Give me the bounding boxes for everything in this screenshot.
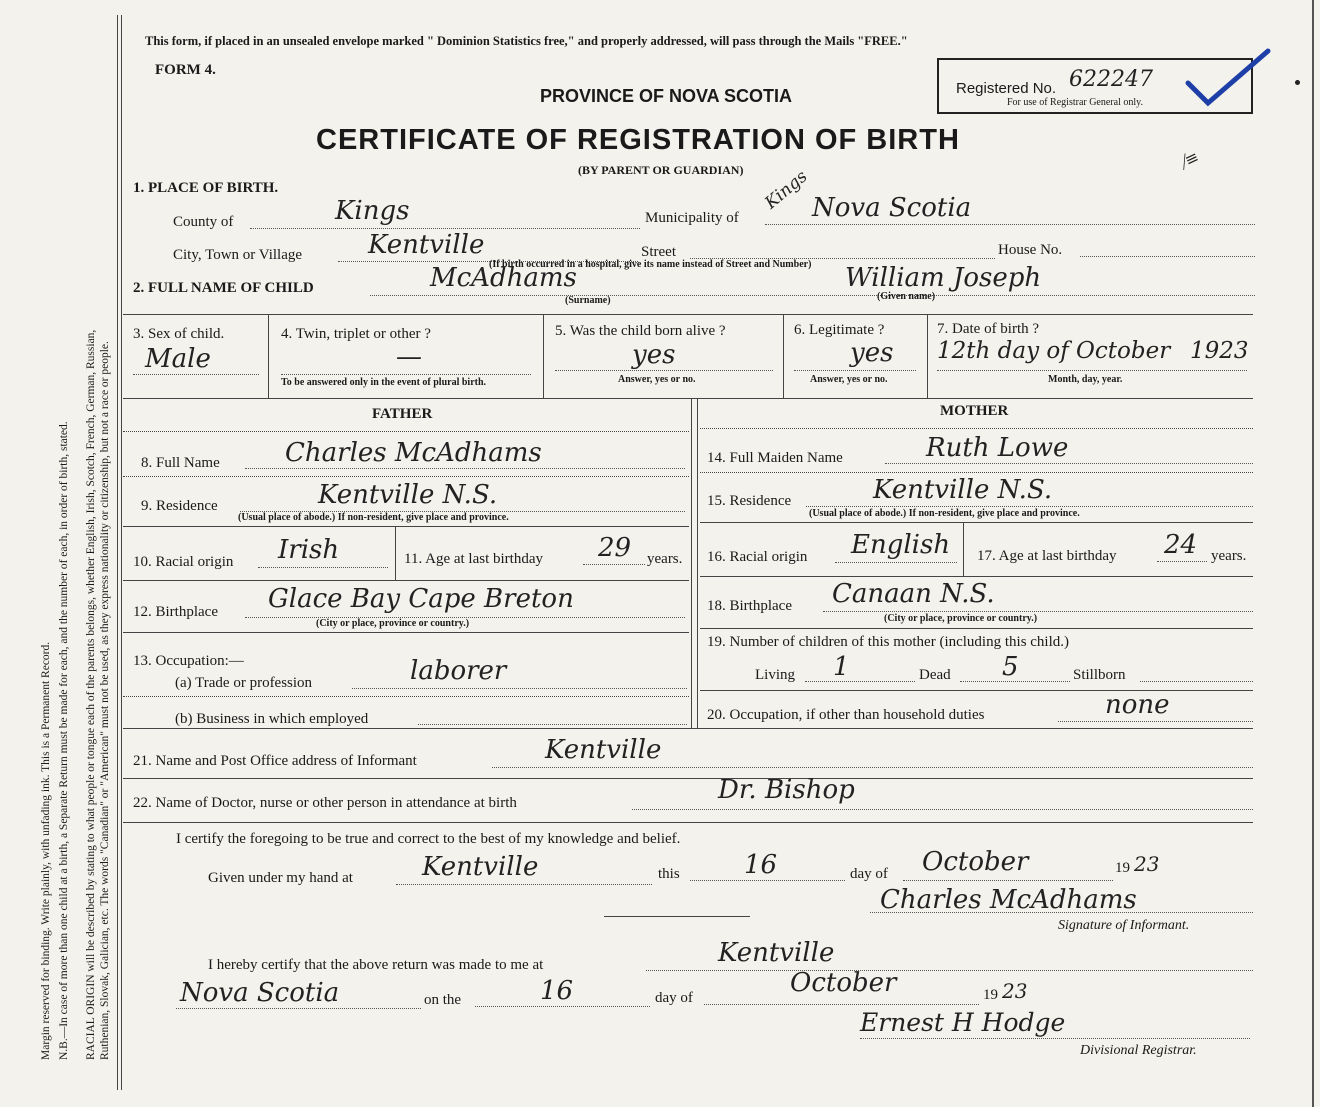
- legit-line: [794, 370, 916, 371]
- father-res-value: Kentville N.S.: [318, 480, 498, 510]
- row3-div1: [268, 314, 269, 398]
- mother-res-value: Kentville N.S.: [873, 475, 1053, 505]
- mother-row-line-6: [700, 690, 1253, 691]
- father-race-label: 10. Racial origin: [133, 554, 234, 570]
- legit-label: 6. Legitimate ?: [794, 322, 885, 338]
- registered-value: 622247: [1069, 67, 1153, 92]
- father-race-value: Irish: [278, 535, 340, 565]
- given-place: Kentville: [422, 852, 539, 882]
- onthe-label: on the: [424, 992, 462, 1008]
- father-row-line-6: [123, 696, 689, 697]
- doctor-line: [632, 809, 1253, 810]
- date-label: 7. Date of birth ?: [937, 321, 1040, 337]
- surname-caption: (Surname): [565, 295, 611, 306]
- mother-race-divider: [963, 522, 964, 576]
- informant-line: [492, 767, 1253, 768]
- mother-age-label: 17. Age at last birthday: [977, 548, 1117, 564]
- cert-short-line: [604, 916, 750, 917]
- trade-line: [352, 688, 687, 689]
- father-row-line-5: [123, 632, 689, 633]
- mother-row-line-2: [700, 472, 1253, 473]
- given-line: [396, 884, 652, 885]
- row3-bottom: [123, 398, 1253, 399]
- stillborn-label: Stillborn: [1073, 667, 1126, 683]
- form-number: FORM 4.: [155, 62, 216, 78]
- sex-label: 3. Sex of child.: [133, 326, 225, 342]
- trade-value: laborer: [410, 656, 507, 686]
- city-value: Kentville: [368, 230, 485, 260]
- stillborn-line: [1140, 681, 1253, 682]
- mother-row-line-3: [700, 522, 1253, 523]
- registrar-month-line: [704, 1004, 979, 1005]
- living-value: 1: [833, 652, 850, 682]
- mother-age-value: 24: [1164, 530, 1198, 560]
- informant-value: Kentville: [545, 735, 662, 765]
- city-label: City, Town or Village: [173, 247, 303, 263]
- twin-note: To be answered only in the event of plural birth.: [281, 377, 487, 388]
- row3-div4: [927, 314, 928, 398]
- registrar-text: I hereby certify that the above return was made to me at: [208, 957, 544, 973]
- hospital-note: (If birth occurred in a hospital, give its name instead of Street and Number): [489, 259, 812, 270]
- mother-heading: MOTHER: [940, 403, 1009, 419]
- registrar-month: October: [790, 968, 897, 998]
- cert-year-suffix: 23: [1134, 852, 1160, 876]
- onthe-line: [475, 1006, 650, 1007]
- binding-line-2: [121, 15, 122, 1090]
- father-occ-label: 13. Occupation:—: [133, 653, 244, 669]
- date-year: 1923: [1190, 338, 1249, 364]
- informant-bottom: [123, 778, 1253, 779]
- mother-occ-line: [1058, 721, 1253, 722]
- certificate-title: CERTIFICATE OF REGISTRATION OF BIRTH: [316, 124, 960, 156]
- cert-month: October: [922, 847, 1029, 877]
- alive-value: yes: [632, 340, 676, 370]
- margin-note-3: RACIAL ORIGIN will be described by stating to what people or tongue each of the parents belongs, whether English, Irish, Scotch, French, German, Russian,: [85, 329, 97, 1060]
- mother-row-line-5: [700, 628, 1253, 629]
- parents-divider: [691, 398, 692, 728]
- cert-day: 16: [744, 850, 778, 880]
- mother-res-line: [806, 506, 1253, 507]
- registrar-dayof-label: day of: [655, 990, 693, 1006]
- parents-bottom: [123, 728, 1253, 729]
- margin-note-4: Ruthenian, Slovak, Galician, etc. The words "Canadian" or "American" must not be used, as they express nationality or citizenship, but not a race or people.: [99, 341, 111, 1060]
- alive-label: 5. Was the child born alive ?: [555, 323, 726, 339]
- county-label: County of: [173, 214, 234, 230]
- cert-year-prefix: 19: [1115, 860, 1130, 876]
- legit-note: Answer, yes or no.: [810, 374, 888, 385]
- county-line: [250, 228, 640, 229]
- dead-label: Dead: [919, 667, 951, 683]
- municipality-label: Municipality of: [645, 210, 739, 226]
- registrar-day: 16: [540, 976, 574, 1006]
- twin-line: [281, 374, 531, 375]
- business-line: [418, 724, 687, 725]
- this-line: [690, 880, 845, 881]
- living-label: Living: [755, 667, 795, 683]
- child-name-label: 2. FULL NAME OF CHILD: [133, 280, 314, 296]
- mother-age-unit: years.: [1211, 548, 1247, 564]
- county-value: Kings: [335, 196, 410, 226]
- father-name-value: Charles McAdhams: [285, 438, 542, 468]
- mother-name-line: [885, 463, 1253, 464]
- mother-occ-label: 20. Occupation, if other than household duties: [707, 707, 985, 723]
- binding-line: [117, 15, 118, 1090]
- informant-signature: Charles McAdhams: [880, 885, 1137, 915]
- mother-race-label: 16. Racial origin: [707, 549, 808, 565]
- legit-value: yes: [850, 338, 894, 368]
- father-age-line: [583, 564, 645, 565]
- child-name-line: [370, 295, 1255, 296]
- mother-birth-note: (City or place, province or country.): [884, 613, 1038, 624]
- sex-value: Male: [145, 344, 211, 374]
- municipality-line: [765, 224, 1255, 225]
- mother-birth-value: Canaan N.S.: [832, 579, 995, 609]
- twin-label: 4. Twin, triplet or other ?: [281, 326, 431, 342]
- mother-name-value: Ruth Lowe: [926, 433, 1069, 463]
- father-birth-value: Glace Bay Cape Breton: [268, 584, 574, 614]
- sex-line: [133, 374, 259, 375]
- father-row-line-4: [123, 580, 689, 581]
- father-row-line: [123, 431, 689, 432]
- margin-note-2: N.B.—In case of more than one child at a birth, a Separate Return must be made for each, and the number of each, in order of birth, stated.: [58, 421, 70, 1060]
- doctor-value: Dr. Bishop: [718, 775, 855, 805]
- registrar-place-line: [646, 970, 1253, 971]
- child-given: William Joseph: [845, 263, 1042, 293]
- street-label: Street: [641, 244, 676, 260]
- mother-race-value: English: [851, 530, 951, 560]
- registrar-year-prefix: 19: [983, 987, 998, 1003]
- dead-value: 5: [1002, 652, 1019, 682]
- row3-div3: [783, 314, 784, 398]
- parents-divider-2: [697, 398, 698, 728]
- mother-row-line: [700, 428, 1253, 429]
- date-line: [937, 370, 1247, 371]
- cert-text: I certify the foregoing to be true and correct to the best of my knowledge and belief.: [176, 831, 681, 847]
- mail-notice: This form, if placed in an unsealed envelope marked " Dominion Statistics free," and properly addressed, will pass through the Mails "FREE.": [145, 34, 908, 48]
- informant-label: 21. Name and Post Office address of Informant: [133, 753, 417, 769]
- twin-value: —: [396, 342, 422, 372]
- given-caption: (Given name): [877, 291, 936, 302]
- father-row-line-2: [123, 476, 689, 477]
- father-race-line: [258, 567, 388, 568]
- mother-birth-label: 18. Birthplace: [707, 598, 792, 614]
- father-race-divider: [395, 526, 396, 580]
- living-line: [805, 681, 915, 682]
- house-line: [1080, 256, 1255, 257]
- registrar-place: Kentville: [718, 938, 835, 968]
- certificate-subtitle: (BY PARENT OR GUARDIAN): [578, 163, 744, 177]
- date-value: 12th day of October: [937, 338, 1171, 364]
- father-birth-label: 12. Birthplace: [133, 604, 218, 620]
- registrar-signature-line: [860, 1038, 1250, 1039]
- house-label: House No.: [998, 242, 1063, 258]
- right-border: [1312, 0, 1314, 1107]
- father-age-label: 11. Age at last birthday: [404, 551, 543, 567]
- registrar-stamp: ⧸≡: [1176, 146, 1202, 173]
- mother-occ-value: none: [1105, 690, 1170, 720]
- registrar-year-suffix: 23: [1002, 979, 1028, 1003]
- alive-note: Answer, yes or no.: [618, 374, 696, 385]
- signature-line: [870, 912, 1253, 913]
- father-birth-note: (City or place, province or country.): [316, 618, 470, 629]
- province-heading: PROVINCE OF NOVA SCOTIA: [540, 86, 793, 106]
- business-label: (b) Business in which employed: [175, 711, 369, 727]
- margin-note-1: Margin reserved for binding. Write plainly, with unfading ink. This is a Permanent Record.: [40, 641, 52, 1060]
- mother-name-label: 14. Full Maiden Name: [707, 450, 843, 466]
- row3-top: [123, 314, 1253, 315]
- father-heading: FATHER: [372, 406, 433, 422]
- father-name-line: [245, 468, 685, 469]
- month-line: [903, 880, 1113, 881]
- doctor-label: 22. Name of Doctor, nurse or other person in attendance at birth: [133, 795, 517, 811]
- alive-line: [555, 370, 773, 371]
- registrar-place2: Nova Scotia: [180, 978, 340, 1008]
- mother-row-line-4: [700, 576, 1253, 577]
- registered-label: Registered No.: [956, 80, 1057, 97]
- signature-caption: Signature of Informant.: [1058, 918, 1190, 933]
- given-label: Given under my hand at: [208, 870, 353, 886]
- check-mark-icon: [1180, 45, 1275, 110]
- mother-res-label: 15. Residence: [707, 493, 792, 509]
- mother-birth-line: [823, 611, 1253, 612]
- father-age-value: 29: [598, 533, 632, 563]
- registrar-note: For use of Registrar General only.: [1007, 97, 1143, 108]
- registrar-place2-line: [176, 1008, 421, 1009]
- doctor-bottom: [123, 822, 1253, 823]
- municipality-value: Nova Scotia: [812, 193, 972, 223]
- date-note: Month, day, year.: [1048, 374, 1123, 385]
- trade-label: (a) Trade or profession: [175, 675, 313, 691]
- mother-res-note: (Usual place of abode.) If non-resident, give place and province.: [809, 508, 1080, 519]
- father-res-note: (Usual place of abode.) If non-resident, give place and province.: [238, 512, 509, 523]
- place-of-birth-label: 1. PLACE OF BIRTH.: [133, 180, 279, 196]
- mother-age-line: [1157, 561, 1207, 562]
- father-row-line-3: [123, 526, 689, 527]
- father-name-label: 8. Full Name: [141, 455, 220, 471]
- margin-dot: [1295, 80, 1300, 85]
- row3-div2: [543, 314, 544, 398]
- father-res-label: 9. Residence: [141, 498, 218, 514]
- child-surname: McAdhams: [430, 263, 577, 293]
- registrar-signature: Ernest H Hodge: [860, 1008, 1066, 1037]
- children-label: 19. Number of children of this mother (including this child.): [707, 634, 1070, 650]
- mother-race-line: [835, 562, 957, 563]
- this-label: this: [658, 866, 680, 882]
- dayof-label: day of: [850, 866, 888, 882]
- registrar-caption: Divisional Registrar.: [1080, 1043, 1197, 1058]
- municipality-insert: Kings: [761, 166, 812, 214]
- father-age-unit: years.: [647, 551, 683, 567]
